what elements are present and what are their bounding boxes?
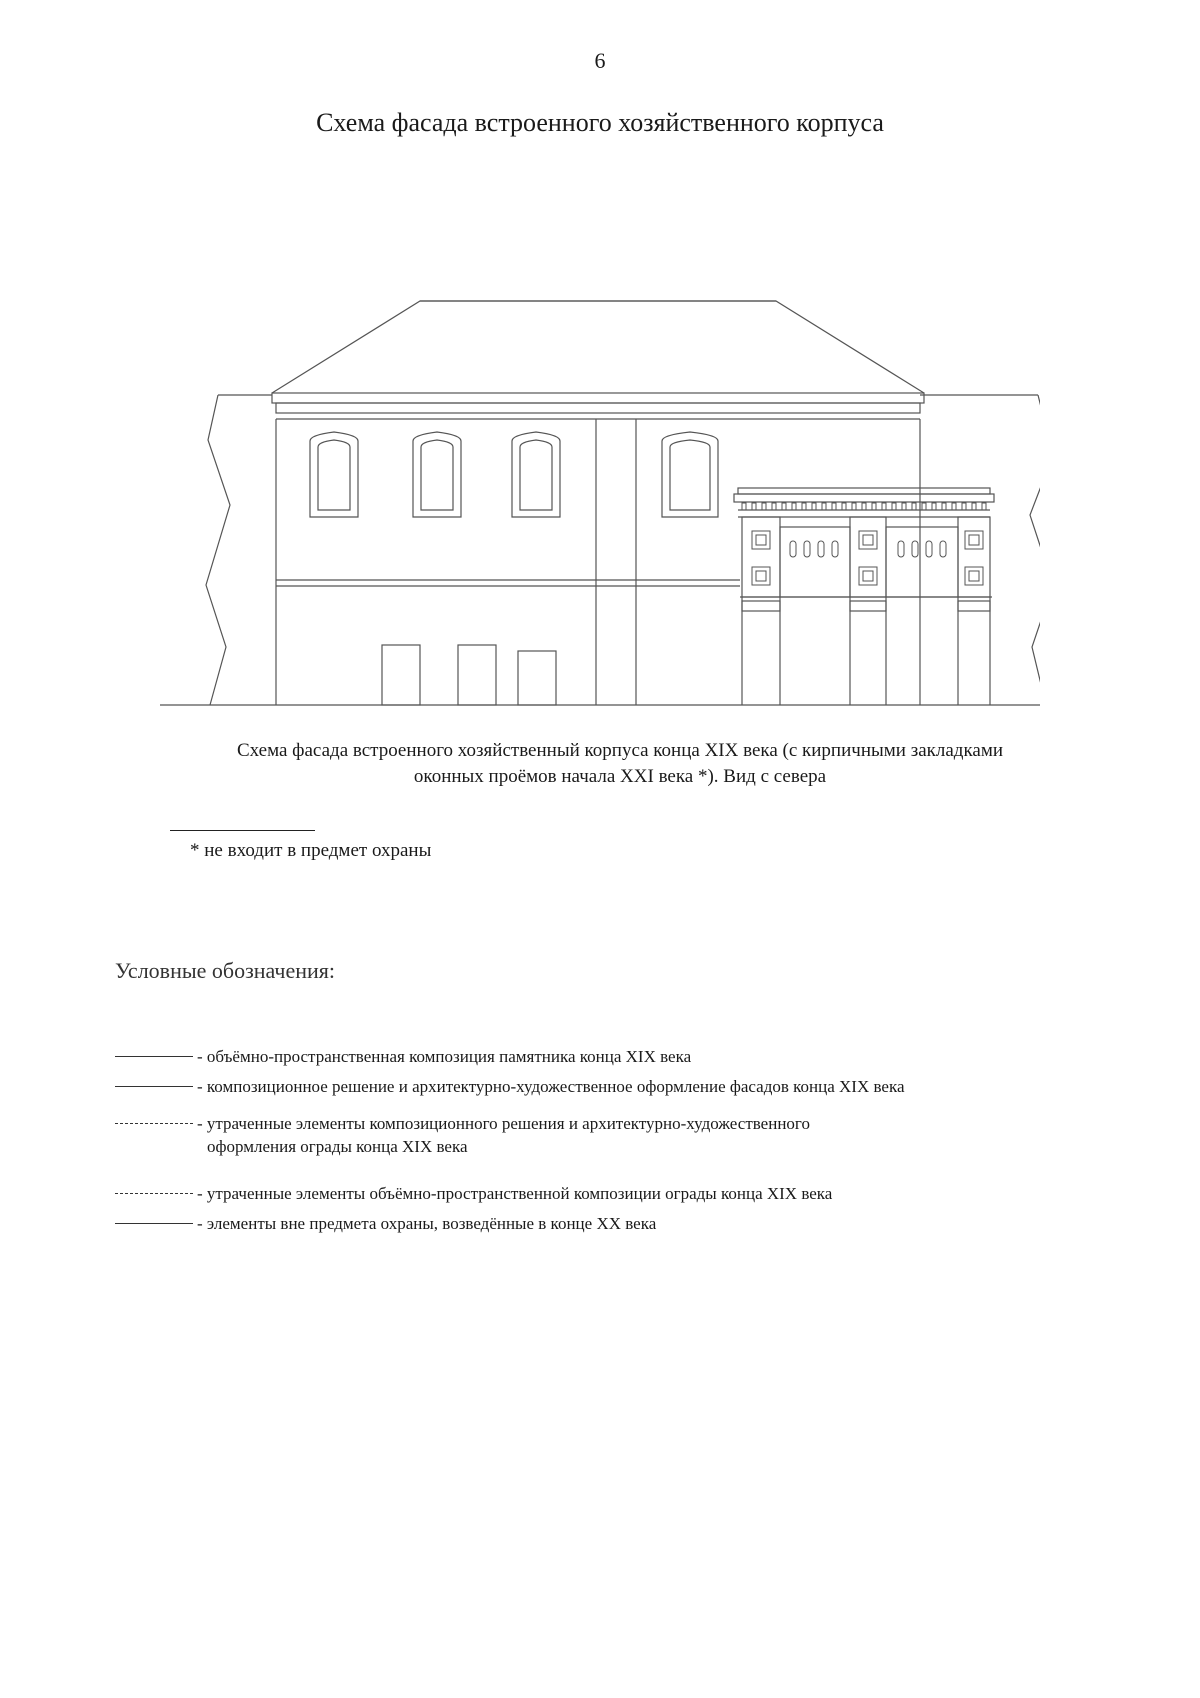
footnote-divider: [170, 830, 315, 831]
left-adjacent-wall: [206, 395, 230, 705]
upper-windows: [310, 432, 718, 517]
legend-solid-line-sample: [115, 1045, 197, 1068]
decorative-fence: [734, 488, 994, 705]
legend-item-label: - утраченные элементы объёмно-пространственной композиции ограды конца XIX века: [197, 1184, 833, 1203]
legend-dashed-line-sample: [115, 1182, 197, 1205]
legend-solid-line-sample: [115, 1212, 197, 1235]
page-number: 6: [594, 48, 606, 73]
facade-drawing: [160, 295, 1040, 715]
legend-item-label: - элементы вне предмета охраны, возведённые в конце XX века: [197, 1214, 657, 1233]
roof: [272, 301, 924, 393]
legend-item: [115, 1112, 1135, 1158]
legend-item: [115, 1075, 1135, 1098]
footnote: * не входит в предмет охраны: [190, 840, 432, 861]
legend-item: [115, 1045, 1135, 1068]
caption-line-2: оконных проёмов начала XXI века *). Вид с севера: [413, 766, 827, 787]
legend-solid-line-sample: [115, 1075, 197, 1098]
legend-item: [115, 1182, 1135, 1205]
legend-dashed-line-sample: [115, 1112, 197, 1135]
legend-item-label: - утраченные элементы композиционного решения и архитектурно-художественного: [197, 1114, 810, 1133]
caption-line-1: Схема фасада встроенного хозяйственный корпуса конца XIX века (с кирпичными закладками: [236, 740, 1004, 761]
figure-caption: [140, 738, 1100, 790]
cornice: [272, 393, 924, 403]
legend-item: [115, 1212, 1135, 1235]
lower-window-openings: [382, 645, 556, 705]
legend-title: Условные обозначения:: [115, 958, 336, 983]
right-adjacent-wall: [1030, 395, 1040, 705]
page-title: Схема фасада встроенного хозяйственного корпуса: [316, 108, 884, 137]
legend-item-label: - композиционное решение и архитектурно-художественное оформление фасадов конца XIX века: [197, 1077, 905, 1096]
legend-item-label-continuation: оформления ограды конца XIX века: [207, 1137, 468, 1156]
legend-item-label: - объёмно-пространственная композиция памятника конца XIX века: [197, 1047, 692, 1066]
